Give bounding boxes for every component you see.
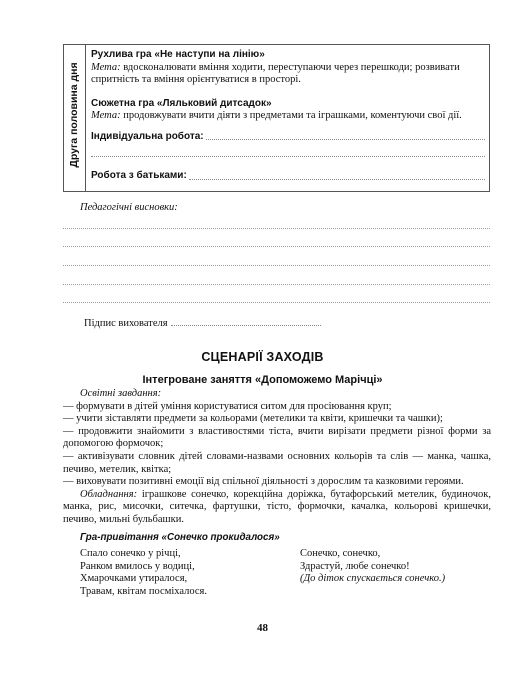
game1-goal-line2: спритність та вміння орієнтуватися в просторі. bbox=[91, 74, 301, 85]
equipment-paragraph bbox=[63, 489, 491, 527]
equipment-text: іграшкове сонечко, корекційна доріжка, бутафорський метелик, будиночок, манка, рис, мисочки, ситечка, фартушки, тісто, формочки, качалка, кольорові кришечки, печиво, мильні бульбашки. bbox=[63, 488, 491, 525]
poem-right bbox=[300, 548, 445, 586]
poem-line: Ранком вмилось у водиці, bbox=[80, 560, 195, 572]
equipment-label: Обладнання: bbox=[80, 488, 138, 500]
game1-goal-label: Мета: bbox=[91, 61, 121, 73]
side-label: Друга половина дня bbox=[68, 62, 80, 168]
game-greeting-title: Гра-привітання «Сонечко прокидалося» bbox=[80, 532, 280, 543]
game2-goal-text: продовжувати вчити діяти з предметами та іграшками, коментуючи свої дії. bbox=[120, 110, 462, 121]
poem-line: (До діток спускається сонечко.) bbox=[300, 573, 446, 585]
tasks-label: Освітні завдання: bbox=[80, 388, 162, 399]
game1-goal bbox=[91, 62, 485, 75]
poem-line: Сонечко, сонечко, bbox=[300, 548, 381, 559]
task-item: — учити зіставляти предмети за кольорами (метелики та квіти, кришечки та чашки); bbox=[63, 413, 443, 425]
game1-goal-line1: вдосконалювати вміння ходити, переступаючи через перешкоди; розвивати bbox=[120, 61, 460, 73]
poem-line: Травам, квітам посміхалося. bbox=[80, 585, 208, 597]
task-item: — виховувати позитивні емоції від спільної діяльності з дорослим та казковими героями. bbox=[63, 476, 464, 488]
page-number: 48 bbox=[257, 622, 268, 634]
parents-work-row bbox=[91, 170, 485, 183]
task-item: — активізувати словник дітей словами-назвами основних кольорів та слів — манка, чашка, печиво, метелик, квітка; bbox=[63, 450, 491, 475]
game2-goal bbox=[91, 110, 485, 123]
conclusion-line bbox=[63, 265, 490, 266]
game1-title: Рухлива гра «Не наступи на лінію» bbox=[91, 49, 265, 60]
table-cell bbox=[91, 49, 485, 183]
table-divider bbox=[85, 45, 86, 191]
parents-work-fill bbox=[189, 179, 485, 180]
task-item: — продовжити знайомити з властивостями тіста, вчити вирізати предмети різної форми за допомогою формочок; bbox=[63, 425, 491, 450]
poem-line: Спало сонечко у річці, bbox=[80, 548, 181, 559]
signature-row bbox=[84, 318, 321, 329]
poem-line: Хмарочками утиралося, bbox=[80, 573, 188, 585]
game2-goal-label: Мета: bbox=[91, 110, 121, 121]
lesson-body bbox=[63, 388, 491, 527]
individual-work-label: Індивідуальна робота: bbox=[91, 130, 204, 142]
section-title: СЦЕНАРІЇ ЗАХОДІВ bbox=[201, 350, 324, 364]
task-item: — формувати в дітей уміння користуватися ситом для просіювання круп; bbox=[63, 400, 392, 412]
poem-line: Здрастуй, любе сонечко! bbox=[300, 560, 410, 572]
lesson-title: Інтегроване заняття «Допоможемо Марічці» bbox=[142, 374, 383, 386]
poem-left bbox=[80, 548, 207, 598]
individual-work-fill bbox=[206, 139, 485, 140]
conclusion-line bbox=[63, 246, 490, 247]
ped-conclusions-label: Педагогічні висновки: bbox=[80, 202, 178, 213]
parents-work-label: Робота з батьками: bbox=[91, 170, 187, 181]
game2-title: Сюжетна гра «Ляльковий дитсадок» bbox=[91, 97, 272, 109]
signature-label: Підпис вихователя bbox=[84, 318, 168, 329]
conclusion-line bbox=[63, 228, 490, 229]
conclusion-line bbox=[63, 284, 490, 285]
plan-table bbox=[63, 44, 490, 192]
individual-work-row bbox=[91, 131, 485, 144]
signature-fill bbox=[171, 325, 321, 326]
conclusion-line bbox=[63, 302, 490, 303]
